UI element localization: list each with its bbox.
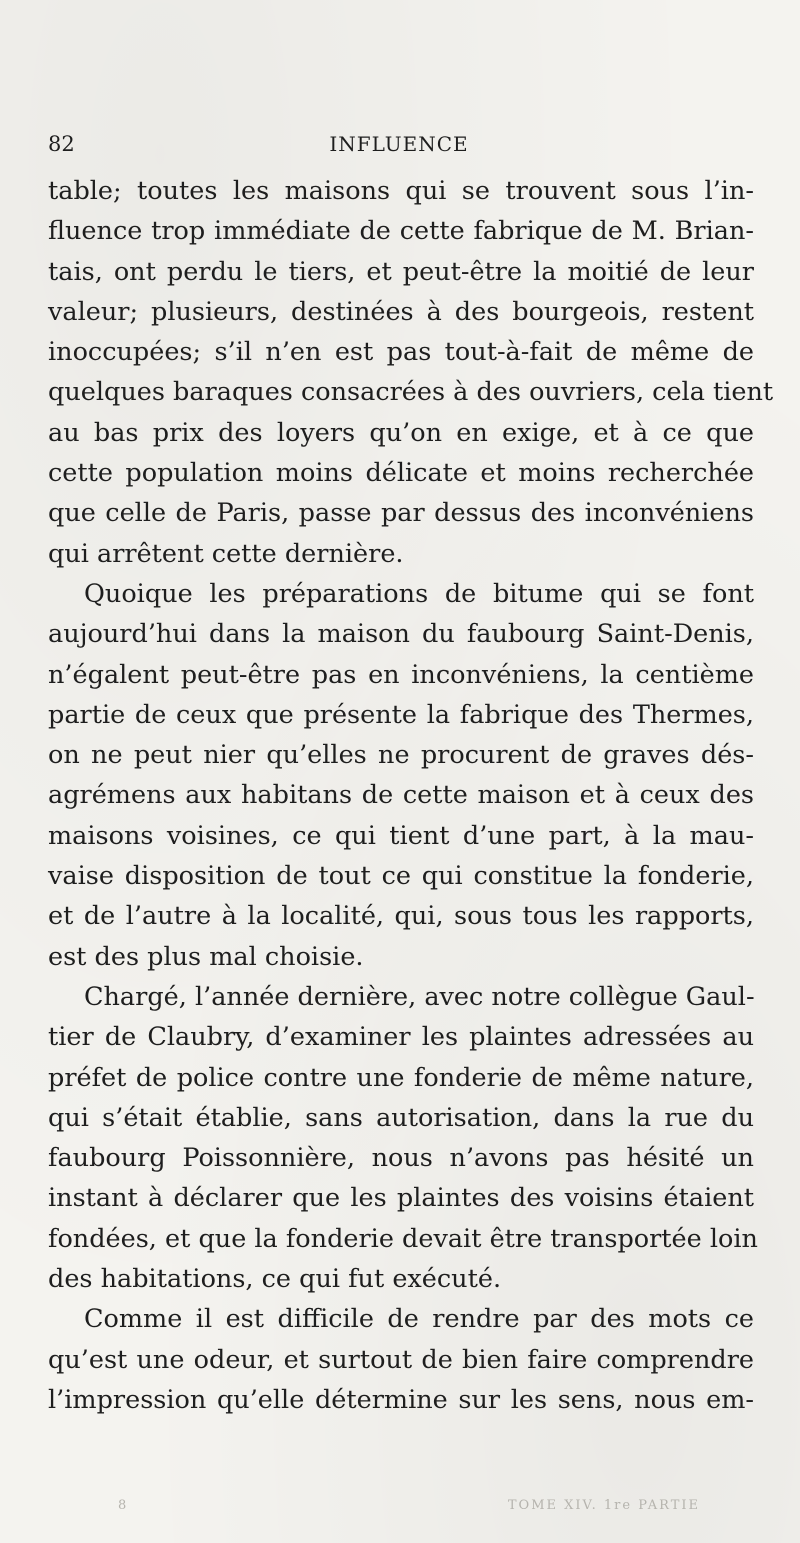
text-line: n’égalent peut-être pas en inconvéniens, la centième — [48, 659, 754, 690]
page-number: 82 — [48, 132, 75, 156]
text-line: que celle de Paris, passe par dessus des inconvéniens — [48, 498, 754, 529]
text-line: partie de ceux que présente la fabrique des Thermes, — [48, 699, 754, 730]
text-line: fondées, et que la fonderie devait être transportée loin — [48, 1223, 758, 1254]
text-line: instant à déclarer que les plaintes des voisins étaient — [48, 1183, 754, 1214]
text-line: valeur; plusieurs, destinées à des bourgeois, restent — [48, 296, 754, 327]
signature-text: TOME XIV. 1re PARTIE — [507, 1498, 700, 1513]
text-line: qui arrêtent cette dernière. — [48, 538, 404, 569]
text-line: inoccupées; s’il n’en est pas tout-à-fait de même de — [48, 337, 754, 368]
text-line: Comme il est difficile de rendre par des mots ce — [84, 1304, 754, 1335]
text-line: maisons voisines, ce qui tient d’une part, à la mau- — [48, 820, 754, 851]
text-line: est des plus mal choisie. — [48, 941, 364, 972]
text-line: aujourd’hui dans la maison du faubourg Saint-Denis, — [48, 619, 754, 650]
text-line: faubourg Poissonnière, nous n’avons pas hésité un — [48, 1143, 754, 1174]
text-line: qui s’était établie, sans autorisation, dans la rue du — [48, 1102, 754, 1133]
text-line: au bas prix des loyers qu’on en exige, et à ce que — [48, 417, 754, 448]
signature-mark: 8 — [118, 1498, 127, 1513]
text-line: Chargé, l’année dernière, avec notre collègue Gaul- — [84, 981, 755, 1012]
text-line: Quoique les préparations de bitume qui se font — [84, 578, 754, 609]
text-line: tier de Claubry, d’examiner les plaintes adressées au — [48, 1022, 754, 1053]
text-line: et de l’autre à la localité, qui, sous tous les rapports, — [48, 901, 754, 932]
text-line: table; toutes les maisons qui se trouvent sous l’in- — [48, 176, 754, 206]
page-header — [48, 132, 750, 162]
text-line: agrémens aux habitans de cette maison et à ceux des — [48, 780, 754, 811]
running-title: INFLUENCE — [329, 132, 469, 156]
text-line: fluence trop immédiate de cette fabrique de M. Brian- — [48, 216, 754, 247]
text-line: cette population moins délicate et moins recherchée — [48, 458, 754, 489]
text-line: préfet de police contre une fonderie de même nature, — [48, 1062, 754, 1093]
text-line: l’impression qu’elle détermine sur les sens, nous em- — [48, 1384, 754, 1415]
text-line: vaise disposition de tout ce qui constitue la fonderie, — [48, 861, 754, 892]
text-line: qu’est une odeur, et surtout de bien faire comprendre — [48, 1344, 754, 1375]
text-line: on ne peut nier qu’elles ne procurent de graves dés- — [48, 740, 754, 771]
body-text — [48, 171, 774, 1420]
text-line: quelques baraques consacrées à des ouvriers, cela tient — [48, 377, 774, 408]
text-line: tais, ont perdu le tiers, et peut-être la moitié de leur — [48, 256, 754, 287]
text-line: des habitations, ce qui fut exécuté. — [48, 1264, 502, 1295]
page-footer — [48, 1492, 750, 1522]
